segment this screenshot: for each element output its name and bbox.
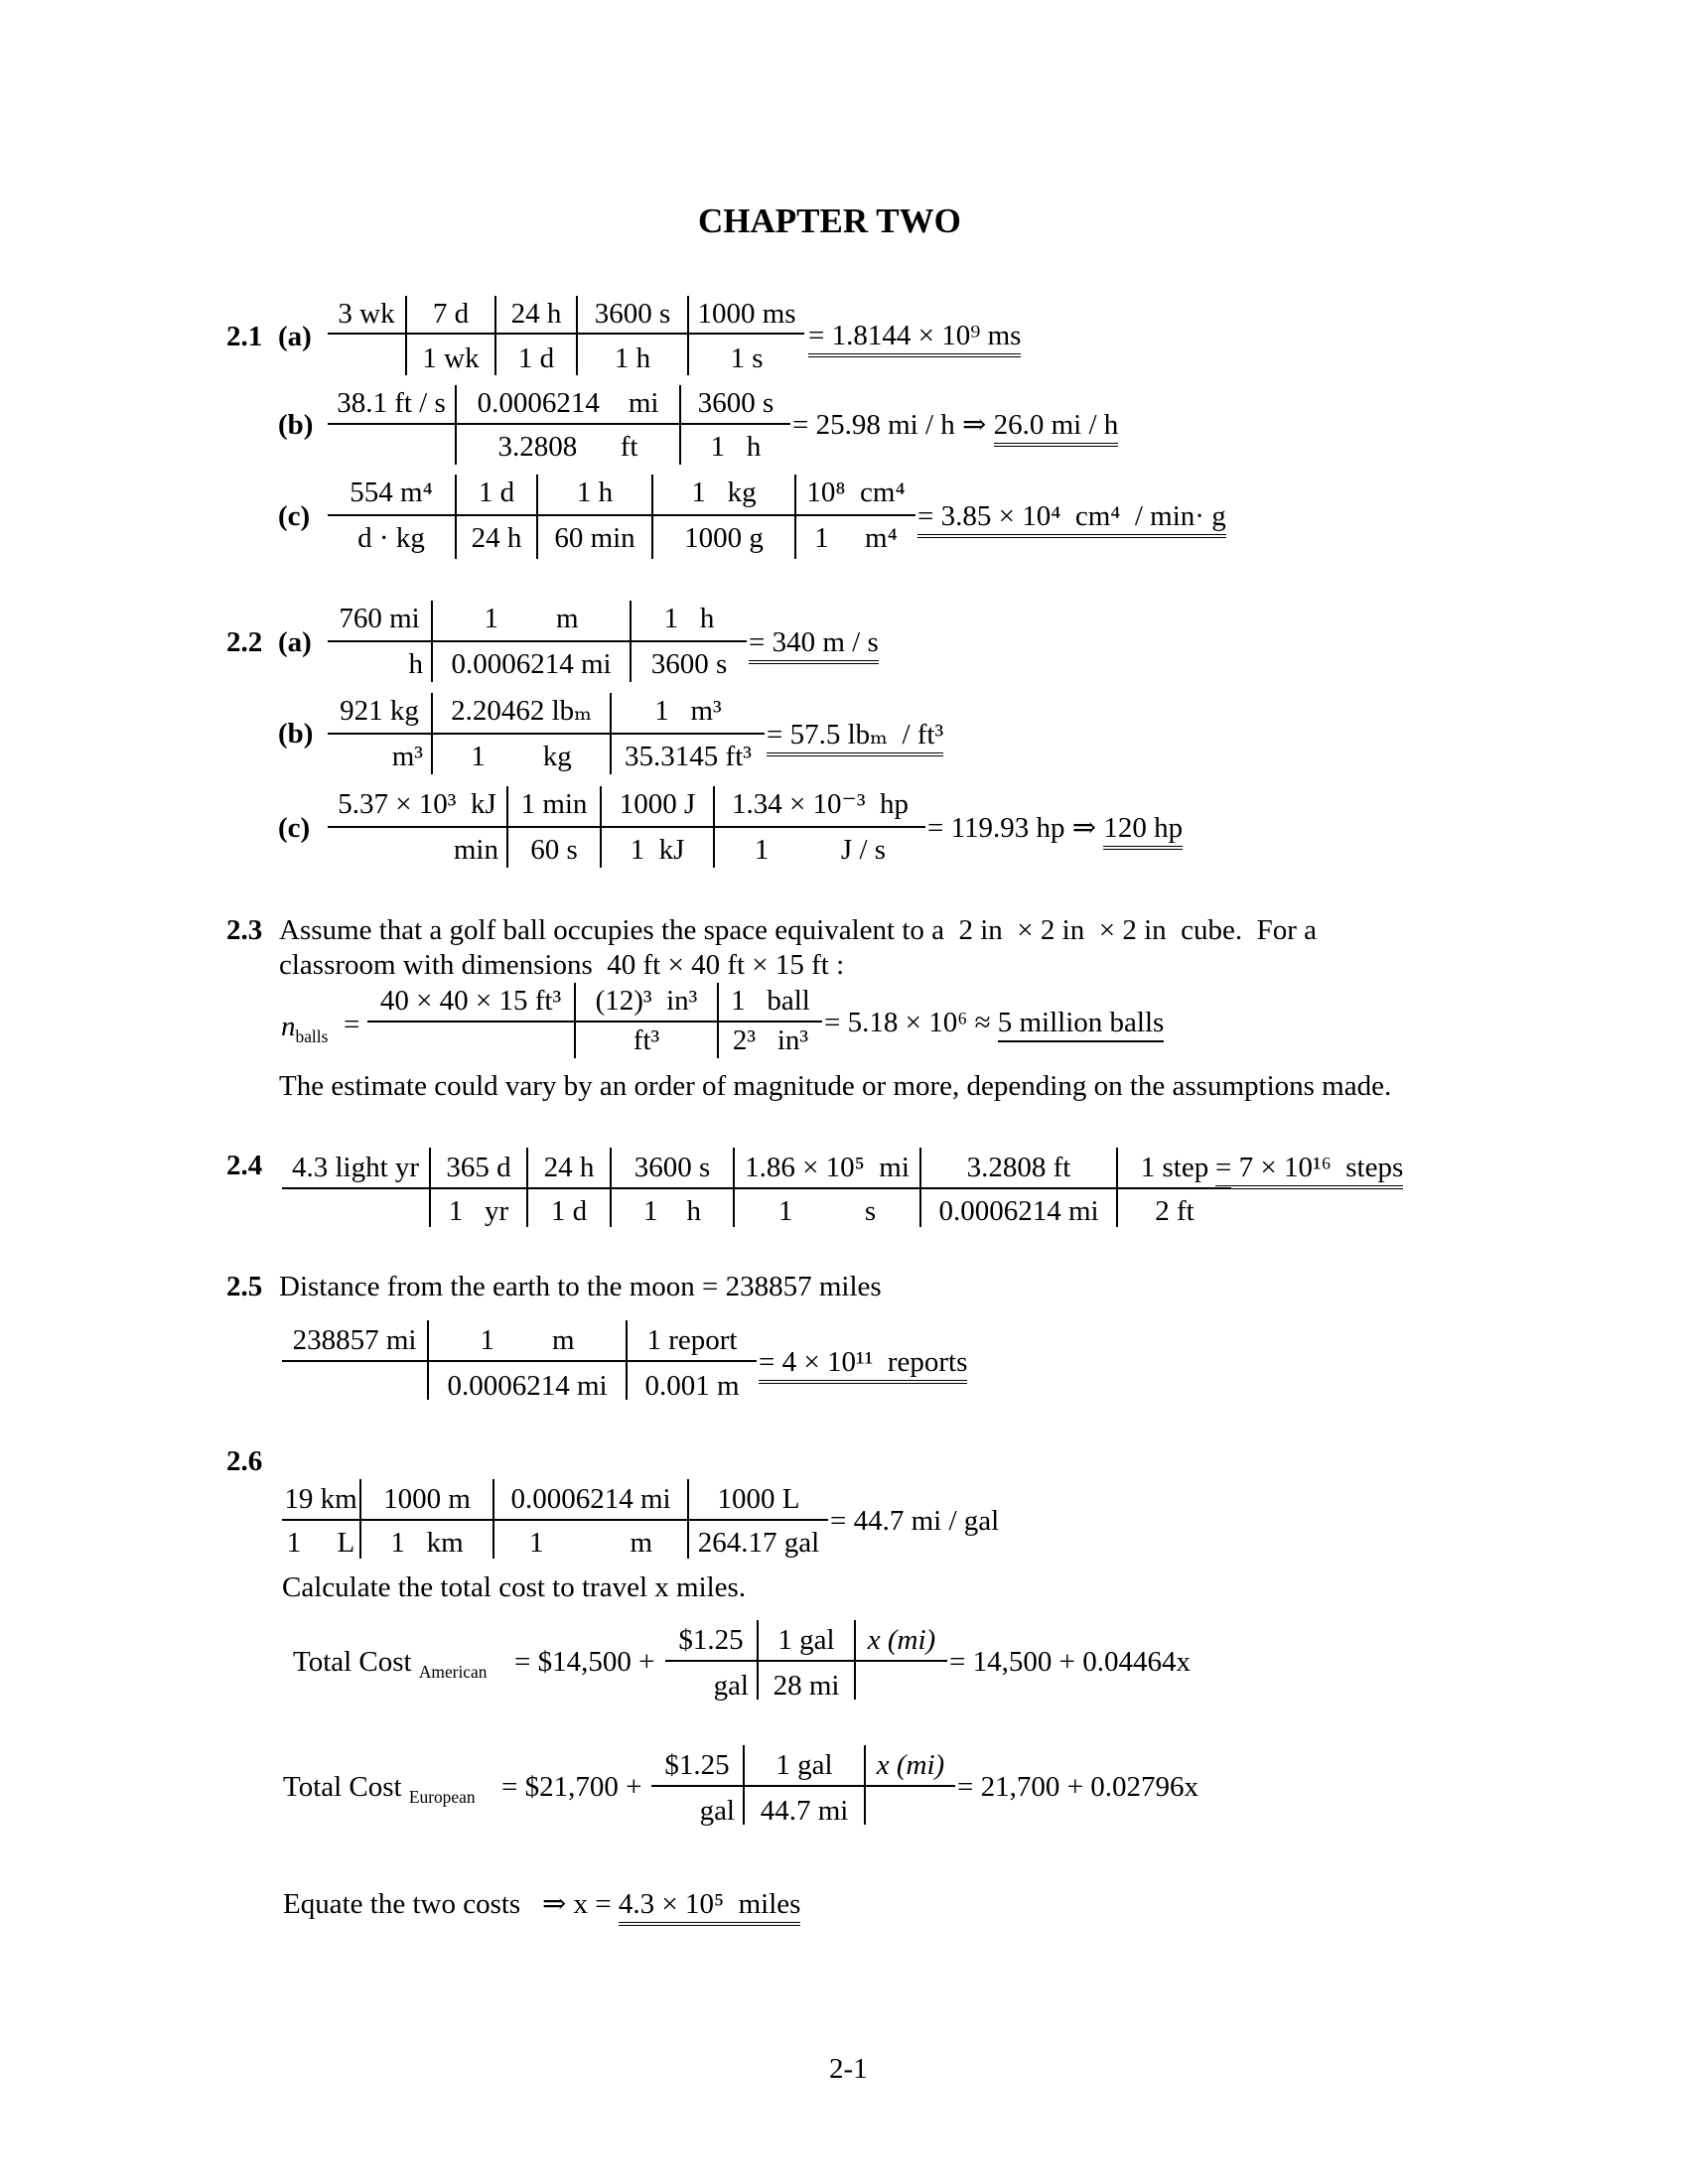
term: 3 wk (338, 298, 395, 330)
equals-sign: = (344, 1009, 360, 1040)
term: 1000 m (383, 1483, 471, 1515)
term: 1 d (478, 477, 515, 508)
term: 1 J / s (754, 834, 887, 866)
term: 7 d (432, 298, 470, 330)
problem-number: 2.6 (226, 1445, 263, 1477)
total-cost-european-label: Total Cost $_{European}$ (283, 1771, 476, 1807)
term: 1.86 × 10⁵ mi (745, 1152, 910, 1183)
term: 4.3 light yr (291, 1152, 420, 1183)
term: 760 mi (339, 603, 420, 634)
term: 1 s (777, 1195, 877, 1227)
term: 1 L (286, 1527, 355, 1559)
problem-text: Assume that a golf ball occupies the space equivalent to a 2 in × 2 in × 2 in cube. For a (279, 914, 1318, 946)
term: 0.0006214 mi (477, 387, 659, 419)
term: 0.0006214 mi (447, 1370, 608, 1402)
conversion-2-2b (328, 693, 1023, 774)
conversion-european (651, 1745, 1247, 1825)
term: $1.25 (664, 1749, 730, 1781)
term: 0.0006214 mi (510, 1483, 671, 1515)
term: 1 ball (731, 985, 810, 1017)
result: = 5.18 × 10⁶ ≈ 5 million balls (824, 1009, 1164, 1037)
conversion-2-3 (367, 983, 1261, 1058)
conversion-2-6 (282, 1479, 1176, 1559)
chapter-title: CHAPTER TWO (698, 202, 961, 240)
conversion-2-2a (328, 601, 1023, 682)
term: min (453, 834, 498, 866)
equate-text: Equate the two costs ⇒ x = 4.3 × 10⁵ miles (283, 1890, 800, 1919)
term: 40 × 40 × 15 ft³ (379, 985, 562, 1017)
part-label-c: (c) (278, 812, 311, 844)
equals-expression: = $21,700 + (501, 1771, 642, 1803)
term: 365 d (446, 1152, 511, 1183)
term: 1 report (646, 1324, 738, 1356)
conversion-2-4 (282, 1148, 1414, 1227)
part-label-a: (a) (278, 626, 312, 658)
term: 0.0006214 mi (938, 1195, 1099, 1227)
term: x (mi) (867, 1624, 936, 1656)
term: 1 step (1140, 1152, 1209, 1183)
problem-text: Distance from the earth to the moon = 238857 miles (279, 1271, 882, 1302)
term: 1000 J (619, 788, 696, 820)
conversion-american (665, 1620, 1261, 1700)
conversion-2-1c (328, 475, 1271, 559)
part-label-b: (b) (278, 718, 314, 750)
term: (12)³ in³ (595, 985, 698, 1017)
result: = 4 × 10¹¹ reports (759, 1348, 967, 1377)
term: 1 km (390, 1527, 464, 1559)
term: 1 h (643, 1195, 701, 1227)
term: ft³ (633, 1024, 660, 1056)
term: gal (699, 1795, 735, 1827)
n-balls-symbol: $n_{balls}$ (281, 1011, 329, 1046)
equals-expression: = $14,500 + (514, 1646, 655, 1678)
term: 1 m³ (654, 695, 722, 727)
term: 1 d (550, 1195, 588, 1227)
conversion-2-2c (328, 786, 1221, 868)
term: 921 kg (340, 695, 419, 727)
problem-number: 2.2 (226, 626, 263, 658)
term: 1 kg (691, 477, 757, 508)
term: 2.20462 lbₘ (451, 695, 592, 727)
term: 3600 s (594, 298, 671, 330)
result: = 7 × 10¹⁶ steps (1215, 1154, 1403, 1182)
term: 3600 s (650, 648, 728, 680)
term: 1 h (576, 477, 614, 508)
conversion-2-1a (328, 296, 1023, 375)
problem-number: 2.3 (226, 914, 263, 946)
term: 1 wk (422, 342, 480, 374)
term: d · kg (357, 522, 425, 554)
term: gal (713, 1670, 749, 1702)
term: 1000 L (717, 1483, 800, 1515)
term: 60 min (554, 522, 635, 554)
result: = 57.5 lbₘ / ft³ (767, 721, 943, 750)
term: 264.17 gal (697, 1527, 820, 1559)
result: = 25.98 mi / h ⇒ 26.0 mi / h (792, 411, 1118, 440)
term: 44.7 mi (760, 1795, 849, 1827)
term: x (mi) (876, 1749, 945, 1781)
term: 1000 g (684, 522, 764, 554)
result: = 14,500 + 0.04464x (949, 1646, 1191, 1678)
term: 1 m⁴ (814, 522, 898, 554)
term: 35.3145 ft³ (625, 741, 752, 772)
page-number: 2-1 (829, 2053, 868, 2085)
term: $1.25 (678, 1624, 744, 1656)
problem-text: The estimate could vary by an order of magnitude or more, depending on the assumptions made. (279, 1070, 1392, 1102)
term: 1.34 × 10⁻³ hp (731, 788, 910, 820)
problem-text: classroom with dimensions 40 ft × 40 ft × 15 ft : (279, 949, 845, 981)
part-label-c: (c) (278, 500, 311, 532)
term: 1 d (517, 342, 555, 374)
result: = 1.8144 × 10⁹ ms (808, 322, 1021, 350)
conversion-2-5 (282, 1320, 1076, 1400)
term: 1 h (710, 431, 762, 463)
term: 0.0006214 mi (451, 648, 612, 680)
result: = 340 m / s (749, 628, 879, 657)
term: 1 s (730, 342, 764, 374)
term: 554 m⁴ (350, 477, 433, 508)
term: 1 m (480, 1324, 575, 1356)
term: 1 kJ (630, 834, 685, 866)
problem-number: 2.1 (226, 321, 263, 352)
result: = 119.93 hp ⇒ 120 hp (927, 814, 1183, 843)
term: 3.2808 ft (497, 431, 638, 463)
term: 3.2808 ft (966, 1152, 1071, 1183)
part-label-b: (b) (278, 409, 314, 441)
term: h (408, 648, 423, 680)
term: 1 h (663, 603, 715, 634)
part-label-a: (a) (278, 321, 312, 352)
term: 1 m (528, 1527, 653, 1559)
term: 2³ in³ (732, 1024, 809, 1056)
result: = 44.7 mi / gal (830, 1505, 1000, 1537)
term: 0.001 m (644, 1370, 740, 1402)
term: 1000 ms (697, 298, 796, 330)
term: 10⁸ cm⁴ (806, 477, 906, 508)
result: = 3.85 × 10⁴ cm⁴ / min· g (917, 502, 1226, 531)
problem-number: 2.5 (226, 1271, 263, 1302)
term: 1 gal (775, 1749, 833, 1781)
term: 1 min (520, 788, 588, 820)
term: 238857 mi (292, 1324, 417, 1356)
term: 1 h (614, 342, 651, 374)
term: 3600 s (633, 1152, 711, 1183)
term: 1 gal (777, 1624, 835, 1656)
term: m³ (391, 741, 423, 772)
term: 1 m (484, 603, 579, 634)
term: 24 h (510, 298, 562, 330)
term: 19 km (284, 1483, 357, 1515)
term: 5.37 × 10³ kJ (338, 788, 496, 820)
term: 2 ft (1155, 1195, 1195, 1227)
term: 60 s (530, 834, 578, 866)
problem-text: Calculate the total cost to travel x miles. (282, 1571, 747, 1603)
term: 3600 s (697, 387, 774, 419)
term: 38.1 ft / s (337, 387, 446, 419)
problem-number: 2.4 (226, 1150, 263, 1181)
term: 28 mi (773, 1670, 840, 1702)
term: 24 h (543, 1152, 595, 1183)
conversion-2-1b (328, 385, 1221, 465)
total-cost-american-label: Total Cost $_{American}$ (293, 1646, 488, 1682)
result: = 21,700 + 0.02796x (957, 1771, 1198, 1803)
term: 1 yr (448, 1195, 509, 1227)
term: 24 h (471, 522, 522, 554)
term: 1 kg (471, 741, 572, 772)
